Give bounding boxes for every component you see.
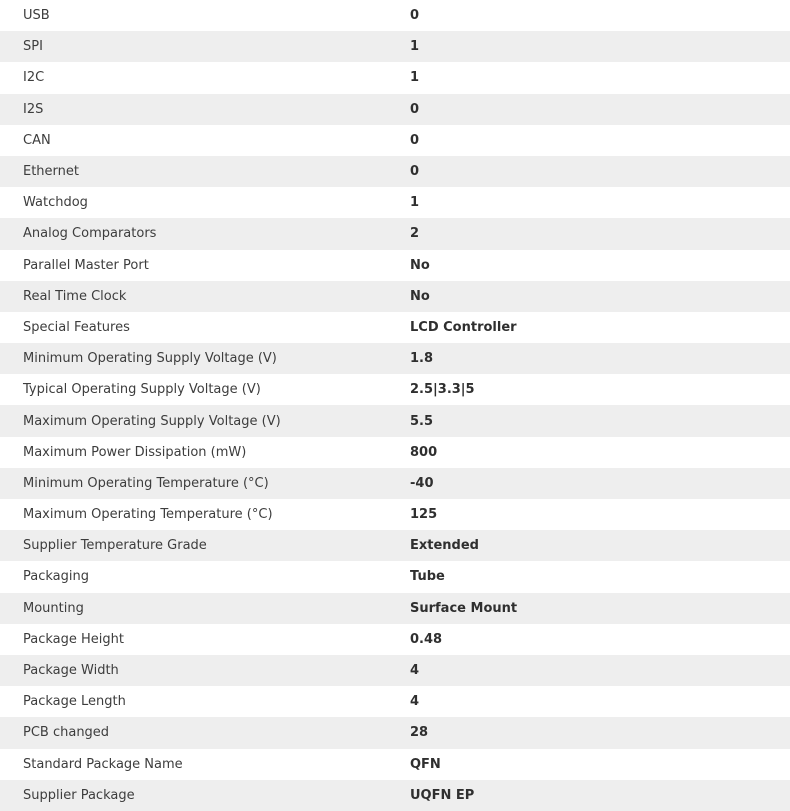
spec-row [0, 31, 790, 62]
spec-label: PCB changed [23, 725, 110, 741]
spec-row [0, 343, 790, 374]
spec-label: Analog Comparators [23, 226, 157, 242]
spec-label: Mounting [23, 600, 84, 616]
spec-value: 2 [410, 226, 420, 242]
spec-row [0, 156, 790, 187]
spec-value: 1 [410, 195, 420, 211]
spec-label: Parallel Master Port [23, 257, 149, 273]
spec-label: Maximum Operating Temperature (°C) [23, 507, 273, 523]
spec-label: Watchdog [23, 195, 88, 211]
spec-value: 1 [410, 70, 420, 86]
spec-row [0, 250, 790, 281]
spec-label: USB [23, 8, 50, 24]
spec-row [0, 530, 790, 561]
spec-value: 0 [410, 101, 420, 117]
spec-row [0, 312, 790, 343]
spec-value: 28 [410, 725, 429, 741]
spec-row [0, 0, 790, 31]
spec-label: Standard Package Name [23, 756, 183, 772]
spec-row [0, 94, 790, 125]
spec-value: 0.48 [410, 631, 443, 647]
spec-label: Minimum Operating Supply Voltage (V) [23, 351, 277, 367]
spec-label: Special Features [23, 319, 130, 335]
spec-label: Package Width [23, 663, 119, 679]
spec-row [0, 125, 790, 156]
spec-row [0, 717, 790, 748]
spec-label: Supplier Temperature Grade [23, 538, 207, 554]
spec-value: 1 [410, 39, 420, 55]
spec-value: No [410, 257, 430, 273]
spec-row [0, 374, 790, 405]
spec-value: -40 [410, 475, 434, 491]
spec-row [0, 499, 790, 530]
spec-row [0, 780, 790, 811]
spec-row [0, 187, 790, 218]
spec-value: 2.5|3.3|5 [410, 382, 475, 398]
spec-label: Maximum Power Dissipation (mW) [23, 444, 247, 460]
spec-value: Surface Mount [410, 600, 518, 616]
spec-row [0, 686, 790, 717]
spec-row [0, 468, 790, 499]
spec-row [0, 655, 790, 686]
spec-value: 0 [410, 164, 420, 180]
spec-label: I2S [23, 101, 44, 117]
spec-value: 1.8 [410, 351, 434, 367]
spec-row [0, 437, 790, 468]
spec-label: Typical Operating Supply Voltage (V) [23, 382, 261, 398]
spec-label: Package Height [23, 631, 124, 647]
spec-row [0, 405, 790, 436]
spec-row [0, 218, 790, 249]
spec-value: Tube [410, 569, 445, 585]
spec-row [0, 749, 790, 780]
spec-row [0, 281, 790, 312]
spec-value: 800 [410, 444, 438, 460]
spec-value: LCD Controller [410, 319, 517, 335]
spec-row [0, 593, 790, 624]
spec-value: 0 [410, 132, 420, 148]
spec-label: I2C [23, 70, 45, 86]
spec-value: Extended [410, 538, 479, 554]
spec-label: Package Length [23, 694, 126, 710]
spec-value: 4 [410, 694, 420, 710]
spec-row [0, 62, 790, 93]
spec-value: UQFN EP [410, 787, 475, 803]
spec-label: Supplier Package [23, 787, 135, 803]
spec-row [0, 624, 790, 655]
spec-label: Minimum Operating Temperature (°C) [23, 475, 269, 491]
spec-value: QFN [410, 756, 441, 772]
spec-value: 0 [410, 8, 420, 24]
spec-value: 4 [410, 663, 420, 679]
spec-value: 125 [410, 507, 438, 523]
spec-row [0, 561, 790, 592]
spec-value: 5.5 [410, 413, 434, 429]
spec-label: CAN [23, 132, 51, 148]
spec-label: Packaging [23, 569, 89, 585]
spec-label: Maximum Operating Supply Voltage (V) [23, 413, 281, 429]
spec-label: Real Time Clock [23, 288, 127, 304]
spec-label: Ethernet [23, 164, 79, 180]
spec-value: No [410, 288, 430, 304]
spec-label: SPI [23, 39, 43, 55]
